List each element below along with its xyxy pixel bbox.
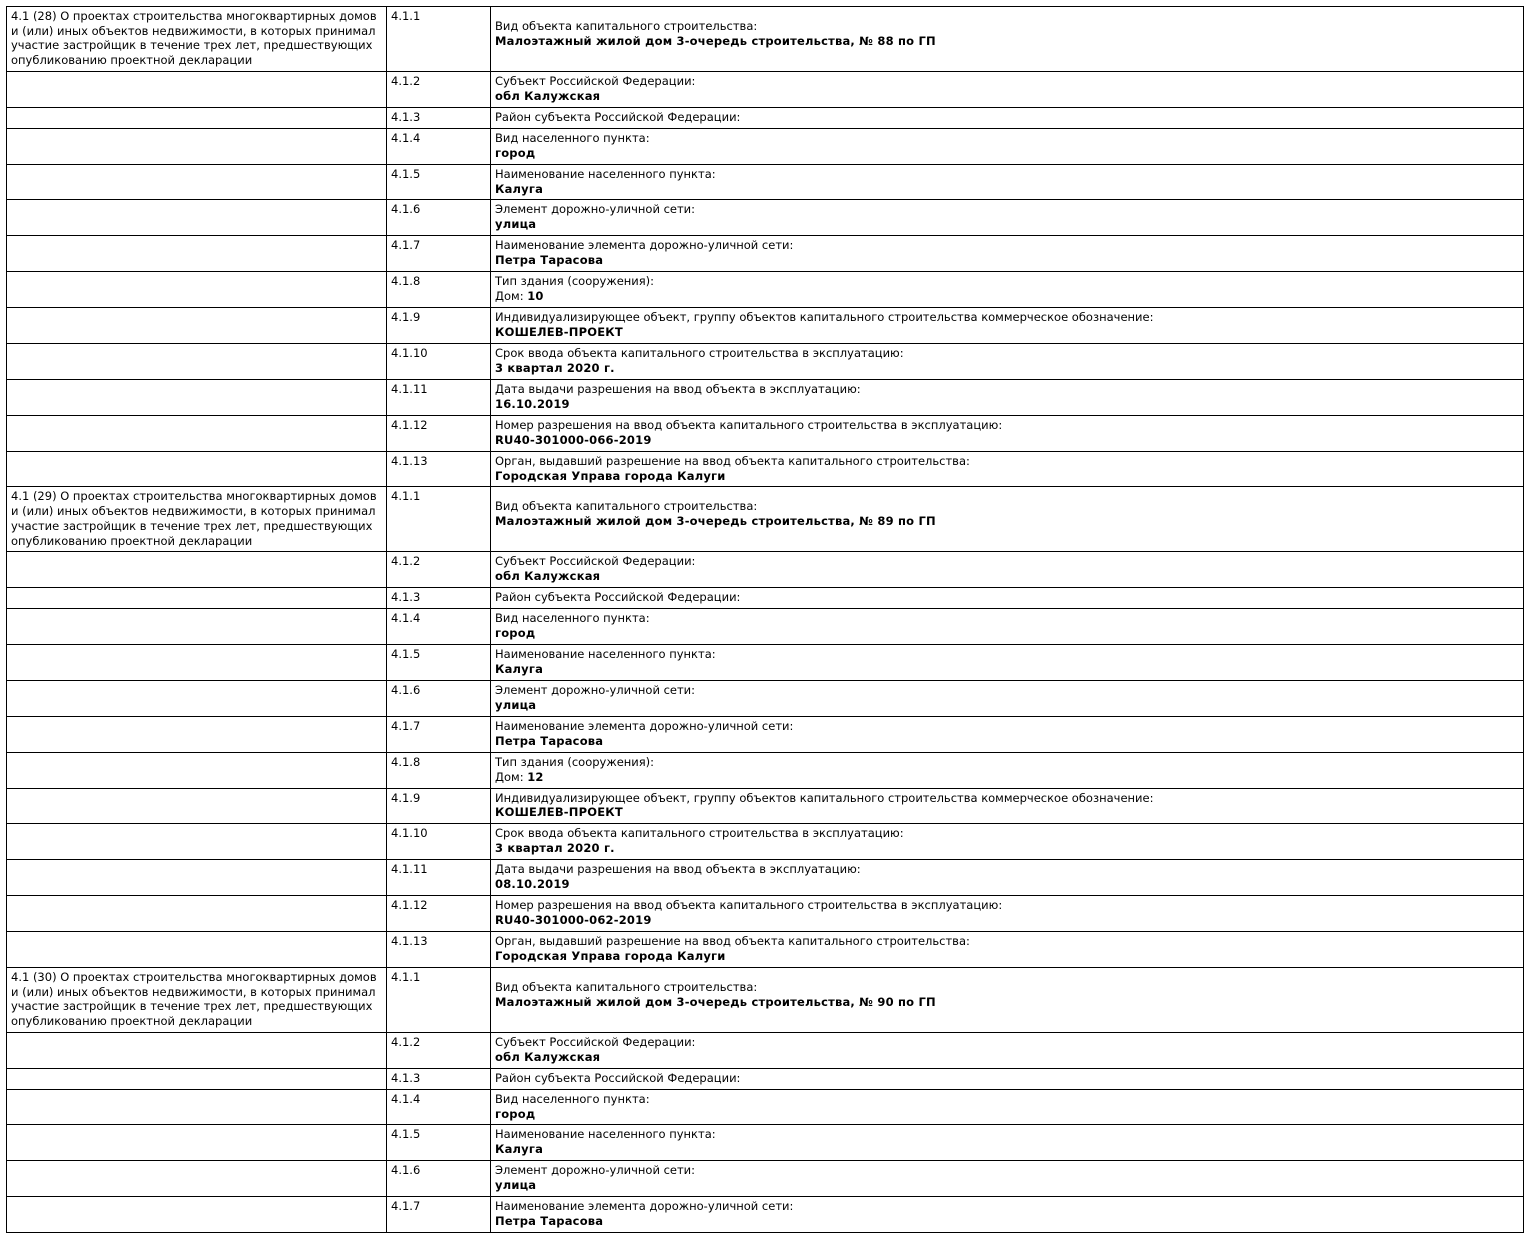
row-content-cell <box>491 752 1524 788</box>
row-value: RU40-301000-066-2019 <box>495 432 652 447</box>
row-value: город <box>495 626 536 641</box>
table-row <box>7 680 1524 716</box>
table-row <box>7 236 1524 272</box>
row-content-cell <box>491 1089 1524 1125</box>
row-content-cell <box>491 788 1524 824</box>
table-row <box>7 967 1524 1032</box>
section-spacer-cell <box>7 1125 387 1161</box>
row-value: Петра Тарасова <box>495 1214 604 1229</box>
row-value: КОШЕЛЕВ-ПРОЕКТ <box>495 805 623 820</box>
section-spacer-cell <box>7 308 387 344</box>
project-declaration-table <box>6 6 1524 1233</box>
section-spacer-cell <box>7 128 387 164</box>
row-code-cell: 4.1.3 <box>387 1068 491 1089</box>
row-code-cell: 4.1.11 <box>387 379 491 415</box>
row-content-cell <box>491 588 1524 609</box>
row-label: Район субъекта Российской Федерации: <box>495 109 741 124</box>
row-value-prefix: Дом: <box>495 289 528 304</box>
row-label: Субъект Российской Федерации: <box>495 554 696 569</box>
table-row <box>7 1068 1524 1089</box>
row-label: Вид населенного пункта: <box>495 130 650 145</box>
table-row <box>7 308 1524 344</box>
row-label: Наименование элемента дорожно-уличной сети: <box>495 718 794 733</box>
table-row <box>7 752 1524 788</box>
section-spacer-cell <box>7 1068 387 1089</box>
row-content-cell <box>491 1032 1524 1068</box>
row-content-cell <box>491 1125 1524 1161</box>
row-content-cell <box>491 236 1524 272</box>
row-value: Городская Управа города Калуги <box>495 468 726 483</box>
row-value: город <box>495 1106 536 1121</box>
section-spacer-cell <box>7 272 387 308</box>
section-spacer-cell <box>7 164 387 200</box>
row-value: 16.10.2019 <box>495 396 570 411</box>
table-row <box>7 860 1524 896</box>
table-row <box>7 1125 1524 1161</box>
row-code-cell: 4.1.4 <box>387 1089 491 1125</box>
row-content-cell <box>491 680 1524 716</box>
row-content-cell <box>491 552 1524 588</box>
section-spacer-cell <box>7 860 387 896</box>
row-content-cell <box>491 645 1524 681</box>
row-code-cell: 4.1.7 <box>387 1197 491 1233</box>
table-row <box>7 379 1524 415</box>
row-code-cell: 4.1.12 <box>387 415 491 451</box>
row-label: Тип здания (сооружения): <box>495 274 655 289</box>
section-spacer-cell <box>7 680 387 716</box>
row-code-cell: 4.1.3 <box>387 107 491 128</box>
section-spacer-cell <box>7 716 387 752</box>
row-label: Индивидуализирующее объект, группу объектов капитального строительства коммерческое обозначение: <box>495 310 1154 325</box>
row-code-cell: 4.1.9 <box>387 308 491 344</box>
row-label: Дата выдачи разрешения на ввод объекта в эксплуатацию: <box>495 862 861 877</box>
row-code-cell: 4.1.4 <box>387 128 491 164</box>
section-title-cell: 4.1 (30) О проектах строительства многоквартирных домов и (или) иных объектов недвижимости, в которых принимал участие застройщик в течение трех лет, предшествующих опубликованию проектной декларации <box>7 967 387 1032</box>
table-row <box>7 896 1524 932</box>
row-code-cell: 4.1.5 <box>387 1125 491 1161</box>
table-row <box>7 788 1524 824</box>
row-content-cell <box>491 308 1524 344</box>
section-spacer-cell <box>7 896 387 932</box>
row-value: улица <box>495 1178 537 1193</box>
row-content-cell <box>491 609 1524 645</box>
row-value-inline <box>495 770 1519 785</box>
section-title-cell: 4.1 (28) О проектах строительства многоквартирных домов и (или) иных объектов недвижимости, в которых принимал участие застройщик в течение трех лет, предшествующих опубликованию проектной декларации <box>7 7 387 72</box>
row-content-cell <box>491 716 1524 752</box>
row-content-cell <box>491 1068 1524 1089</box>
table-row <box>7 164 1524 200</box>
row-content-cell <box>491 967 1524 1032</box>
row-label: Субъект Российской Федерации: <box>495 1034 696 1049</box>
row-label: Наименование элемента дорожно-уличной сети: <box>495 1199 794 1214</box>
row-code-cell: 4.1.5 <box>387 645 491 681</box>
row-code-cell: 4.1.9 <box>387 788 491 824</box>
row-content-cell <box>491 128 1524 164</box>
row-content-cell <box>491 451 1524 487</box>
row-content-cell <box>491 1161 1524 1197</box>
section-spacer-cell <box>7 71 387 107</box>
row-value: Малоэтажный жилой дом 3-очередь строительства, № 89 по ГП <box>495 514 936 529</box>
row-value: Калуга <box>495 661 544 676</box>
table-row <box>7 932 1524 968</box>
row-content-cell <box>491 1197 1524 1233</box>
table-row <box>7 552 1524 588</box>
section-spacer-cell <box>7 645 387 681</box>
row-label: Орган, выдавший разрешение на ввод объекта капитального строительства: <box>495 934 970 948</box>
table-row <box>7 645 1524 681</box>
row-value: Калуга <box>495 1142 544 1157</box>
row-label: Элемент дорожно-уличной сети: <box>495 1163 696 1178</box>
table-row <box>7 107 1524 128</box>
row-code-cell: 4.1.6 <box>387 680 491 716</box>
row-value: город <box>495 145 536 160</box>
row-content-cell <box>491 415 1524 451</box>
table-row <box>7 716 1524 752</box>
row-label: Вид населенного пункта: <box>495 611 650 626</box>
section-spacer-cell <box>7 379 387 415</box>
section-spacer-cell <box>7 107 387 128</box>
table-row <box>7 1197 1524 1233</box>
row-content-cell <box>491 343 1524 379</box>
section-spacer-cell <box>7 451 387 487</box>
row-code-cell: 4.1.7 <box>387 236 491 272</box>
row-code-cell: 4.1.2 <box>387 71 491 107</box>
row-value: 3 квартал 2020 г. <box>495 360 615 375</box>
row-code-cell: 4.1.2 <box>387 552 491 588</box>
row-label: Дата выдачи разрешения на ввод объекта в эксплуатацию: <box>495 381 861 396</box>
row-code-cell: 4.1.12 <box>387 896 491 932</box>
table-row <box>7 1089 1524 1125</box>
row-code-cell: 4.1.8 <box>387 272 491 308</box>
row-value: улица <box>495 697 537 712</box>
table-row <box>7 200 1524 236</box>
row-content-cell <box>491 7 1524 72</box>
section-spacer-cell <box>7 1032 387 1068</box>
row-value: обл Калужская <box>495 88 601 103</box>
row-label: Тип здания (сооружения): <box>495 754 655 769</box>
section-spacer-cell <box>7 588 387 609</box>
row-label: Вид объекта капитального строительства: <box>495 19 758 33</box>
section-spacer-cell <box>7 932 387 968</box>
table-row <box>7 1161 1524 1197</box>
row-content-cell <box>491 824 1524 860</box>
row-label: Орган, выдавший разрешение на ввод объекта капитального строительства: <box>495 453 970 468</box>
row-code-cell: 4.1.6 <box>387 200 491 236</box>
row-code-cell: 4.1.3 <box>387 588 491 609</box>
row-label: Наименование населенного пункта: <box>495 647 716 661</box>
row-code-cell: 4.1.4 <box>387 609 491 645</box>
table-row <box>7 272 1524 308</box>
row-content-cell <box>491 932 1524 968</box>
section-spacer-cell <box>7 752 387 788</box>
row-code-cell: 4.1.10 <box>387 343 491 379</box>
table-row <box>7 71 1524 107</box>
row-content-cell <box>491 71 1524 107</box>
row-content-cell <box>491 272 1524 308</box>
table-row <box>7 415 1524 451</box>
row-label: Срок ввода объекта капитального строительства в эксплуатацию: <box>495 826 904 841</box>
row-value: улица <box>495 217 537 232</box>
row-label: Номер разрешения на ввод объекта капитального строительства в эксплуатацию: <box>495 417 1003 432</box>
row-value: Калуга <box>495 181 544 196</box>
row-code-cell: 4.1.1 <box>387 487 491 552</box>
row-code-cell: 4.1.13 <box>387 451 491 487</box>
section-spacer-cell <box>7 1197 387 1233</box>
table-row <box>7 824 1524 860</box>
row-value: 12 <box>527 769 544 784</box>
row-label: Элемент дорожно-уличной сети: <box>495 682 696 697</box>
section-spacer-cell <box>7 1089 387 1125</box>
row-code-cell: 4.1.1 <box>387 7 491 72</box>
row-code-cell: 4.1.7 <box>387 716 491 752</box>
section-spacer-cell <box>7 788 387 824</box>
row-value: Петра Тарасова <box>495 253 604 268</box>
section-spacer-cell <box>7 200 387 236</box>
row-content-cell <box>491 164 1524 200</box>
table-row <box>7 1032 1524 1068</box>
row-value: обл Калужская <box>495 1049 601 1064</box>
section-spacer-cell <box>7 609 387 645</box>
row-value-inline <box>495 289 1519 304</box>
row-label: Наименование населенного пункта: <box>495 1127 716 1142</box>
row-value: обл Калужская <box>495 569 601 584</box>
table-row <box>7 451 1524 487</box>
row-label: Район субъекта Российской Федерации: <box>495 590 741 605</box>
row-code-cell: 4.1.1 <box>387 967 491 1032</box>
row-code-cell: 4.1.5 <box>387 164 491 200</box>
row-value: Петра Тарасова <box>495 733 604 748</box>
section-spacer-cell <box>7 824 387 860</box>
table-row <box>7 343 1524 379</box>
row-code-cell: 4.1.2 <box>387 1032 491 1068</box>
row-code-cell: 4.1.10 <box>387 824 491 860</box>
row-value: Городская Управа города Калуги <box>495 948 726 963</box>
row-label: Наименование элемента дорожно-уличной сети: <box>495 238 794 253</box>
table-row <box>7 128 1524 164</box>
row-value: RU40-301000-062-2019 <box>495 913 652 928</box>
row-label: Срок ввода объекта капитального строительства в эксплуатацию: <box>495 345 904 360</box>
row-label: Район субъекта Российской Федерации: <box>495 1070 741 1085</box>
row-code-cell: 4.1.6 <box>387 1161 491 1197</box>
row-value: 08.10.2019 <box>495 877 570 892</box>
section-title-cell: 4.1 (29) О проектах строительства многоквартирных домов и (или) иных объектов недвижимости, в которых принимал участие застройщик в течение трех лет, предшествующих опубликованию проектной декларации <box>7 487 387 552</box>
row-content-cell <box>491 379 1524 415</box>
row-content-cell <box>491 487 1524 552</box>
row-content-cell <box>491 860 1524 896</box>
row-label: Наименование населенного пункта: <box>495 166 716 181</box>
section-spacer-cell <box>7 552 387 588</box>
table-row <box>7 487 1524 552</box>
row-value-prefix: Дом: <box>495 769 528 784</box>
row-label: Вид объекта капитального строительства: <box>495 979 758 994</box>
row-content-cell <box>491 200 1524 236</box>
row-content-cell <box>491 107 1524 128</box>
row-label: Элемент дорожно-уличной сети: <box>495 202 696 217</box>
table-row <box>7 609 1524 645</box>
row-label: Вид объекта капитального строительства: <box>495 499 758 514</box>
row-value: Малоэтажный жилой дом 3-очередь строительства, № 90 по ГП <box>495 994 936 1009</box>
row-code-cell: 4.1.8 <box>387 752 491 788</box>
row-content-cell <box>491 896 1524 932</box>
row-label: Индивидуализирующее объект, группу объектов капитального строительства коммерческое обозначение: <box>495 790 1154 805</box>
section-spacer-cell <box>7 415 387 451</box>
row-value: Малоэтажный жилой дом 3-очередь строительства, № 88 по ГП <box>495 33 936 48</box>
section-spacer-cell <box>7 343 387 379</box>
table-row <box>7 7 1524 72</box>
row-label: Субъект Российской Федерации: <box>495 73 696 88</box>
row-code-cell: 4.1.11 <box>387 860 491 896</box>
row-value: 3 квартал 2020 г. <box>495 841 615 856</box>
row-value: КОШЕЛЕВ-ПРОЕКТ <box>495 325 623 339</box>
section-spacer-cell <box>7 1161 387 1197</box>
section-spacer-cell <box>7 236 387 272</box>
table-row <box>7 588 1524 609</box>
row-label: Номер разрешения на ввод объекта капитального строительства в эксплуатацию: <box>495 898 1003 913</box>
row-label: Вид населенного пункта: <box>495 1091 650 1106</box>
row-code-cell: 4.1.13 <box>387 932 491 968</box>
row-value: 10 <box>527 289 544 304</box>
